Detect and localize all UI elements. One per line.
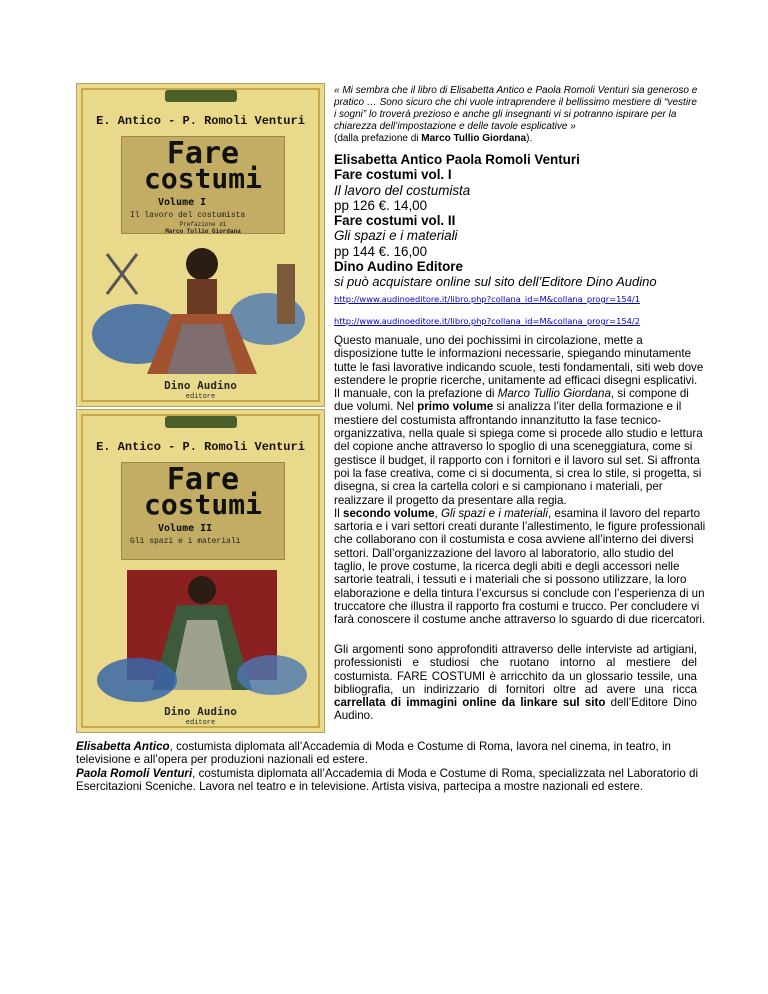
info-vol1-price: pp 126 €. 14,00: [334, 197, 428, 213]
cover-author: E. Antico - P. Romoli Venturi: [96, 114, 305, 128]
body1-p1e: si analizza l’iter della formazione e il mestiere del costumista affrontando innanzitutto la fase tecnico-organizzativa, nella quale si spiega come si procede allo studio e lettura del copione anche attraverso lo spoglio di una sceneggiatura, come si gestisce il budget, il rapporto con i fornitori e il lavoro sul set. Si affronta poi la fase creativa, come ci si documenta, si crea lo stile, si progetta, si disegna, si crea la cartella colori e si campionano i materiali, per realizzare il progetto da presentare alla regia.: [334, 400, 703, 507]
book-cover-volume-2: [76, 409, 325, 733]
quote-attribution-post: ).: [526, 133, 533, 144]
body1-p2e: , esamina il lavoro del reparto sartoria e i vari settori creati durante l’allestimento, le figure professionali che collaborano con il costumista e cosa avviene all’interno dei diversi settori. Dall’organizzazione del lavoro al laboratorio, allo studio del taglio, le prove costume, la ricerca degli abiti e degli accessori nelle sartorie teatrali, i tessuti e i materiali che si possono utilizzare, la loro elaborazione e della tintura l’excursus si conclude con l’esperienza di un truccatore che illustra il rapporto fra costumi e trucco. Per concludere vi farà conoscere il costume anche attraverso lo sguardo di due ricercatori.: [334, 506, 706, 627]
cover-publisher-sub: editore: [185, 393, 216, 401]
info-vol1-subtitle: Il lavoro del costumista: [334, 182, 471, 198]
link-volume-2[interactable]: http://www.audinoeditore.it/libro.php?collana_id=M&collana_progr=154/2: [334, 316, 641, 326]
body1-p1c: , si compone di due volumi. Nel: [334, 387, 689, 414]
body1-p2b: secondo volume: [343, 506, 435, 520]
topics-paragraph: [334, 643, 697, 723]
quote-attribution-pre: (dalla prefazione di: [334, 133, 422, 144]
book-info: [334, 152, 694, 274]
info-publisher: Dino Audino Editore: [334, 259, 463, 275]
link-volume-1[interactable]: http://www.audinoeditore.it/libro.php?collana_id=M&collana_progr=154/1: [334, 294, 641, 304]
cover-title-line2: costumi: [143, 162, 262, 195]
body1-p1b: Marco Tullio Giordana: [497, 387, 611, 401]
body2-a: Gli argomenti sono approfonditi attraverso delle interviste ad artigiani, professionisti e studiosi che ruotano intorno al mestiere del costumista. FARE COSTUMI è arricchito da un glossario tessile, una bibliografia, un indirizzario di fornitori oltre ad avere una ricca: [334, 643, 697, 696]
cover-author: E. Antico - P. Romoli Venturi: [96, 440, 305, 454]
buy-online-text: si può acquistare online sul sito dell’Editore Dino Audino: [334, 274, 657, 289]
cover-preface-name: Marco Tullio Giordana: [165, 228, 241, 235]
cover-illustration: [77, 224, 325, 384]
body1-p2a: Il: [334, 506, 344, 520]
body2-c: dell’Editore Dino Audino.: [334, 696, 697, 723]
cover-title-line1: Fare: [166, 136, 240, 171]
bio-name-1: Elisabetta Antico: [76, 740, 170, 753]
cover-illustration: [77, 550, 325, 710]
info-authors: Elisabetta Antico Paola Romoli Venturi: [334, 152, 580, 167]
cover-subtitle: Il lavoro del costumista: [130, 211, 246, 220]
preface-quote: [334, 85, 700, 145]
cover-title-panel: [121, 462, 285, 560]
cover-ribbon: [165, 416, 237, 428]
bio-text-2: , costumista diplomata all’Accademia di Moda e Costume di Roma, specializzata nel Laboratorio di Esercitazioni Sceniche. Lavora nel teatro e in televisione. Artista visiva, partecipa a mostre nazionali ed estere.: [76, 766, 699, 793]
body1-p2c: ,: [434, 506, 441, 520]
info-vol1-title: Fare costumi vol. I: [334, 167, 452, 183]
cover-volume: Volume I: [158, 197, 207, 208]
quote-text: « Mi sembra che il libro di Elisabetta Antico e Paola Romoli Venturi sia generoso e pratico … Sono sicuro che chi vuole intraprendere il bellissimo mestiere di “vestire i sogni” lo troverà prezioso e anche gli insegnanti vi si potranno ispirare per la chiarezza dell’impostazione e delle tavole esplicative »: [334, 85, 698, 132]
cover-subtitle: Gli spazi e i materiali: [130, 537, 241, 546]
cover-preface-label: Prefazione di: [179, 221, 227, 228]
cover-title-line2: costumi: [143, 488, 262, 521]
cover-volume: Volume II: [158, 523, 213, 534]
author-bios: [76, 740, 716, 793]
body1-p1d: primo volume: [417, 400, 494, 414]
cover-title-line1: Fare: [166, 462, 240, 497]
bio-name-2: Paola Romoli Venturi: [76, 766, 193, 780]
cover-title-panel: [121, 136, 285, 234]
book-cover-volume-1: [76, 83, 325, 407]
quote-attribution-name: Marco Tullio Giordana: [421, 133, 527, 144]
bio-text-1: , costumista diplomata all’Accademia di Moda e Costume di Roma, lavora nel cinema, in teatro, in televisione e all’opera per produzioni nazionali ed estere.: [76, 740, 671, 767]
cover-publisher: Dino Audino: [164, 705, 237, 718]
info-vol2-subtitle: Gli spazi e i materiali: [334, 228, 458, 244]
body1-p1a: Questo manuale, uno dei pochissimi in circolazione, mette a disposizione tutte le informazioni necessarie, spiegando minutamente tutte le fasi lavorative indicando scuole, testi fondamentali, siti web dove estendere le proprie ricerche, unitamente ad efficaci disegni esplicativi. Il manuale, con la prefazione di: [334, 334, 704, 401]
description-paragraph: [334, 334, 706, 627]
body1-p2d: Gli spazi e i materiali: [440, 506, 548, 520]
cover-publisher: Dino Audino: [164, 379, 237, 392]
info-vol2-title: Fare costumi vol. II: [334, 213, 456, 229]
cover-ribbon: [165, 90, 237, 102]
cover-publisher-sub: editore: [185, 719, 216, 727]
info-vol2-price: pp 144 €. 16,00: [334, 243, 428, 259]
body2-b: carrellata di immagini online da linkare sul sito: [334, 696, 606, 710]
